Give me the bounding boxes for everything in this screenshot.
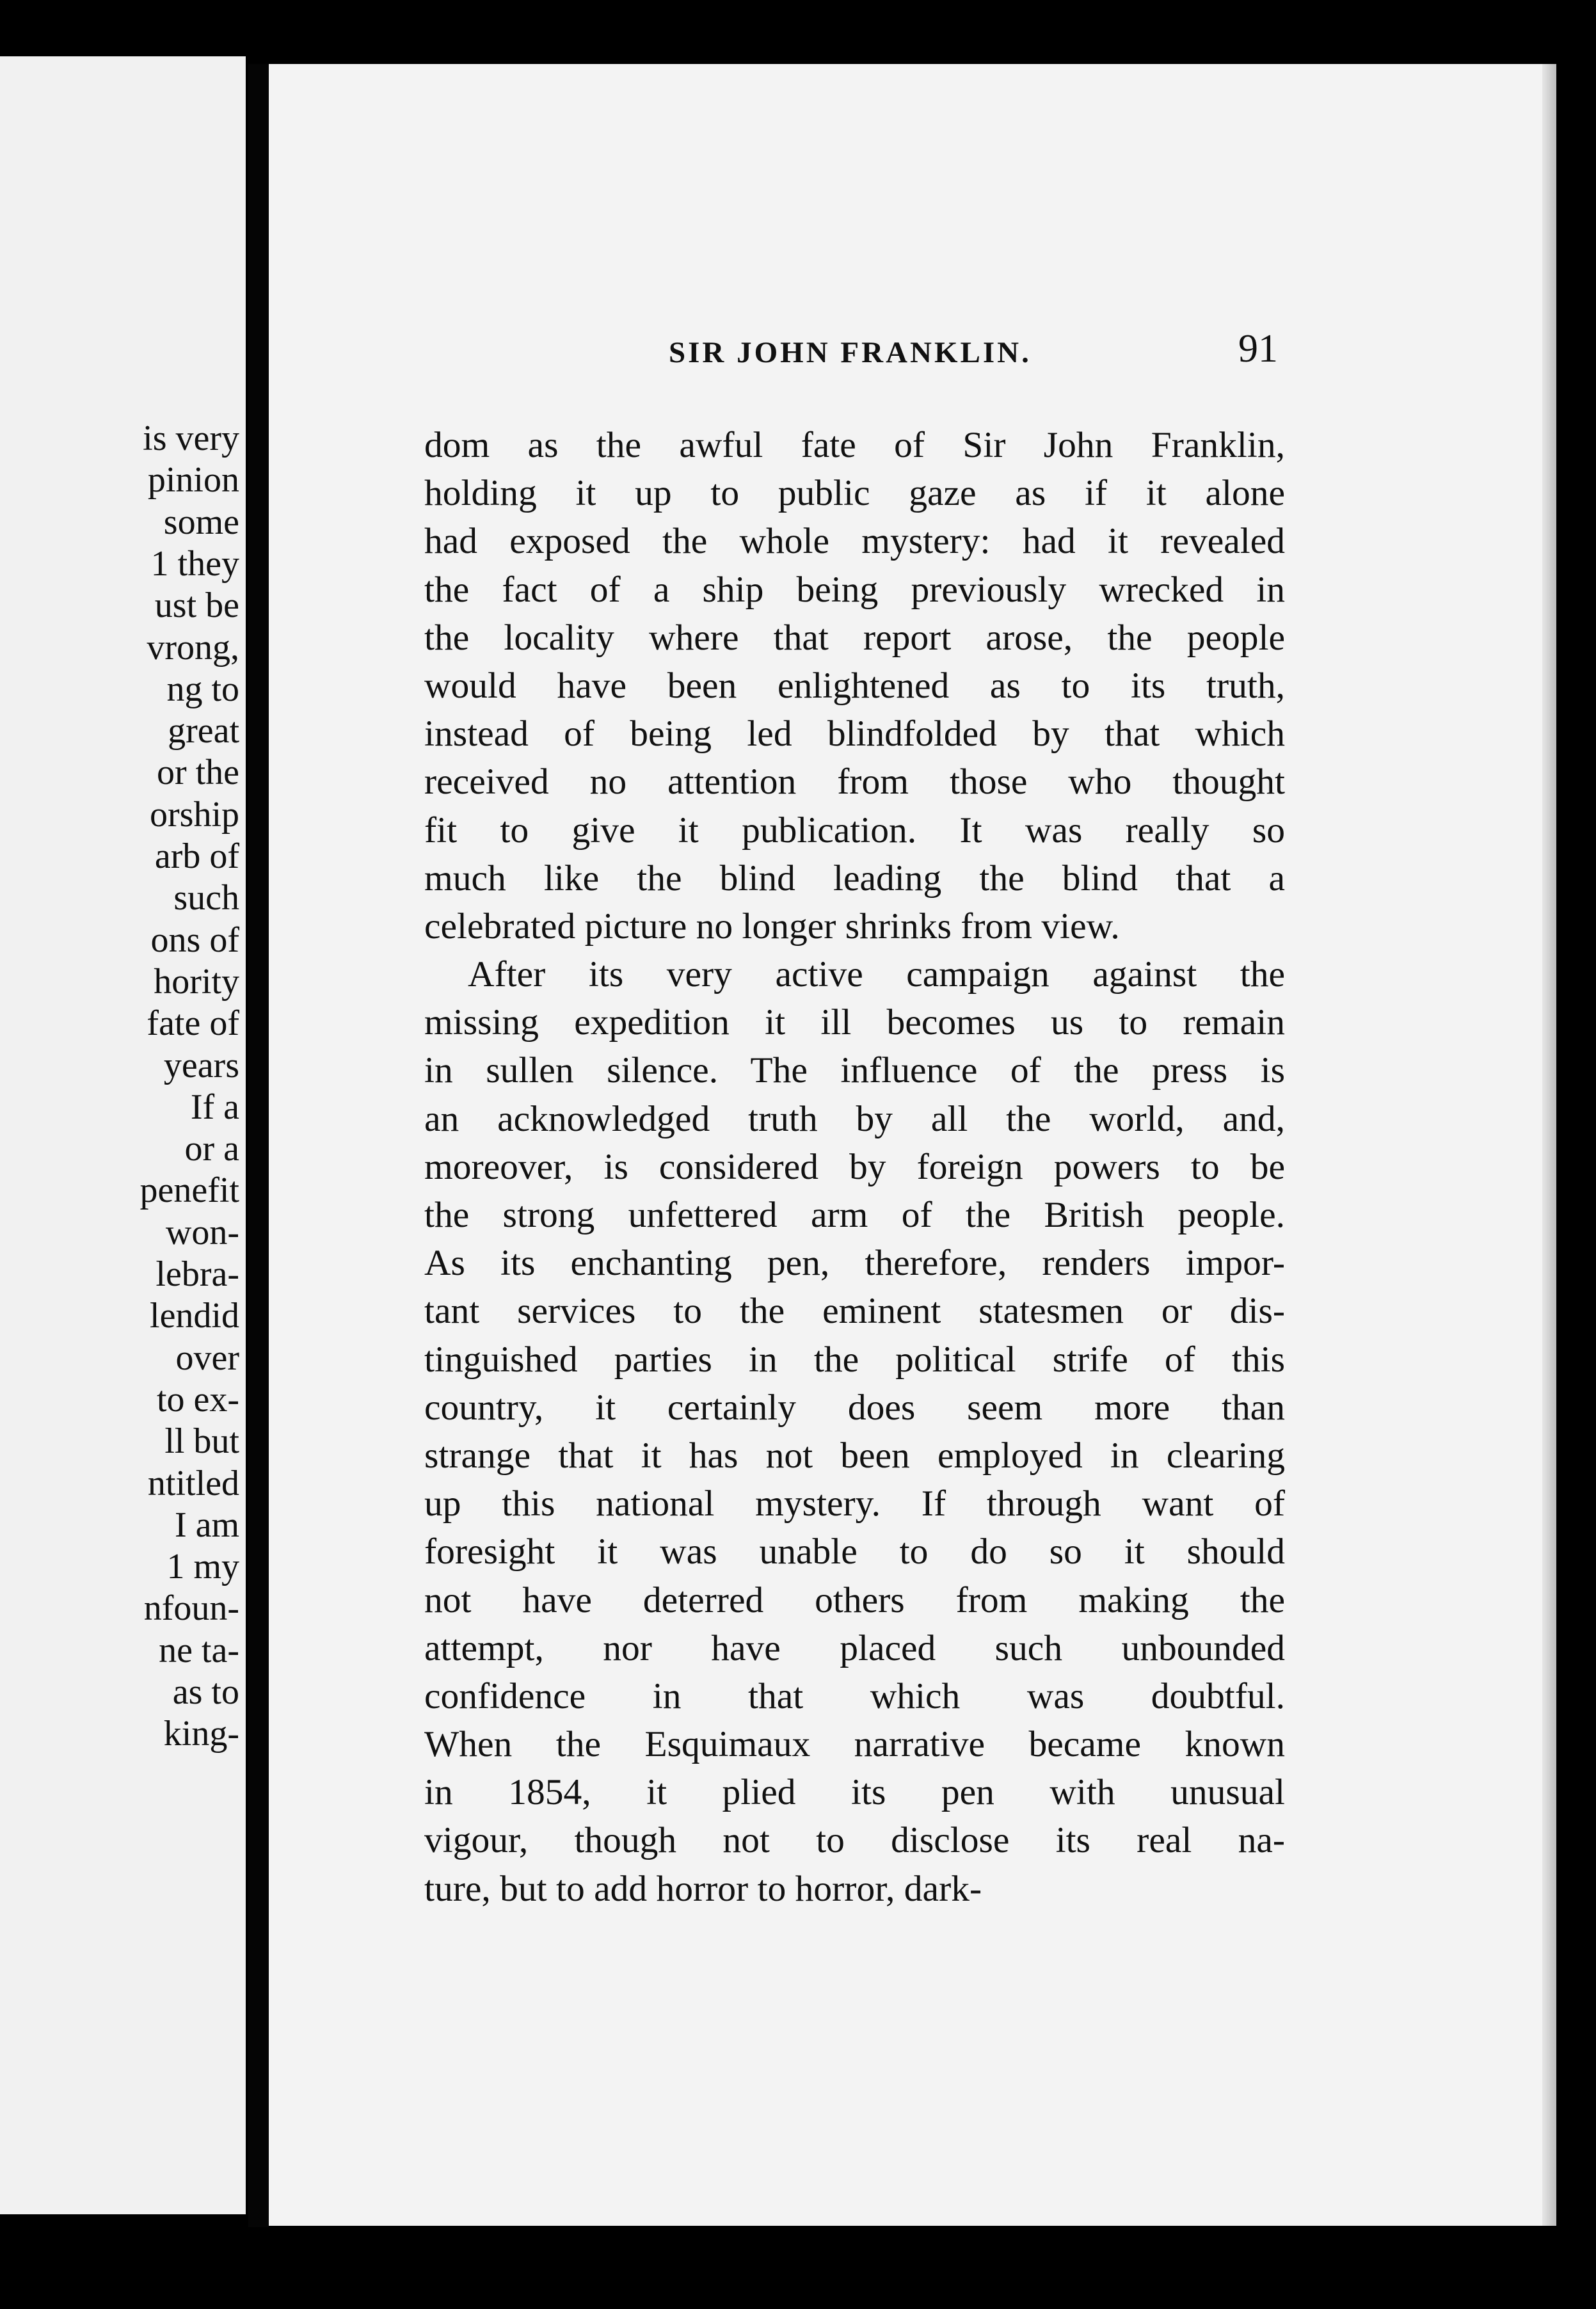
left-page-line: as to [172, 1672, 239, 1712]
left-page-line: king- [163, 1714, 239, 1754]
text-line: not have deterred others from making the [424, 1579, 1285, 1620]
text-line: moreover, is considered by foreign powers to be [424, 1146, 1285, 1187]
left-page-line: to ex- [156, 1379, 239, 1419]
left-page-line: or a [184, 1129, 239, 1169]
text-line: country, it certainly does seem more than [424, 1387, 1285, 1428]
text-line: instead of being led blindfolded by that which [424, 714, 1285, 755]
right-page [269, 64, 1556, 2226]
text-line: received no attention from those who thought [424, 762, 1285, 803]
text-line: tinguished parties in the political strife of this [424, 1339, 1285, 1380]
text-line: fit to give it publication. It was really so [424, 810, 1285, 851]
text-line: holding it up to public gaze as if it alone [424, 473, 1285, 514]
left-page [0, 56, 246, 2214]
body-text [424, 421, 1285, 1913]
text-line: confidence in that which was doubtful. [424, 1675, 1285, 1716]
text-line: would have been enlightened as to its truth, [424, 665, 1285, 706]
left-page-line: won- [165, 1212, 239, 1252]
book-spine-gutter [248, 64, 269, 2227]
text-line: attempt, nor have placed such unbounded [424, 1627, 1285, 1668]
text-line: missing expedition it ill becomes us to remain [424, 1002, 1285, 1043]
page-number: 91 [1238, 327, 1278, 371]
text-line: strange that it has not been employed in clearing [424, 1435, 1285, 1476]
text-line: dom as the awful fate of Sir John Franklin, [424, 425, 1285, 465]
text-line: the strong unfettered arm of the British people. [424, 1195, 1285, 1235]
left-page-line: arb of [154, 836, 239, 876]
left-page-line: ng to [166, 669, 239, 709]
left-page-line: vrong, [147, 627, 239, 667]
running-head: SIR JOHN FRANKLIN. [669, 336, 1032, 369]
text-line: up this national mystery. If through want of [424, 1483, 1285, 1524]
text-line: the locality where that report arose, the people [424, 617, 1285, 658]
left-page-line: years [163, 1045, 239, 1085]
text-line: the fact of a ship being previously wrecked in [424, 569, 1285, 610]
left-page-line: or the [156, 753, 239, 793]
left-page-line: over [175, 1338, 239, 1378]
text-line: much like the blind leading the blind that a [424, 858, 1285, 899]
left-page-line: is very [143, 419, 239, 458]
text-line: had exposed the whole mystery: had it revealed [424, 521, 1285, 562]
left-page-line: ust be [154, 586, 239, 626]
left-page-line: great [168, 711, 239, 751]
left-page-line: ne ta- [159, 1630, 239, 1670]
text-line: vigour, though not to disclose its real na- [424, 1820, 1285, 1861]
text-line: an acknowledged truth by all the world, and, [424, 1098, 1285, 1139]
left-page-line: pinion [147, 460, 239, 500]
left-page-line: I am [174, 1505, 239, 1545]
text-line: celebrated picture no longer shrinks from view. [424, 906, 1120, 947]
text-line: in sullen silence. The influence of the press is [424, 1050, 1285, 1091]
text-line: ture, but to add horror to horror, dark- [424, 1868, 982, 1909]
left-page-line: fate of [147, 1003, 239, 1044]
text-line: When the Esquimaux narrative became known [424, 1724, 1285, 1765]
left-page-line: orship [150, 794, 239, 835]
left-page-line: some [163, 502, 239, 542]
left-page-line: ntitled [147, 1463, 239, 1503]
left-page-line: lendid [150, 1296, 239, 1336]
left-page-line: such [173, 878, 239, 918]
text-line: in 1854, it plied its pen with unusual [424, 1772, 1285, 1813]
left-page-line: nfoun- [143, 1588, 239, 1629]
text-line: foresight it was unable to do so it should [424, 1531, 1285, 1572]
left-page-line: penefit [140, 1170, 239, 1211]
left-page-line: ons of [150, 920, 239, 960]
left-page-line: lebra- [156, 1254, 239, 1294]
left-page-line: 1 they [150, 543, 239, 584]
text-line: After its very active campaign against the [468, 954, 1285, 995]
left-page-line: If a [190, 1087, 239, 1127]
left-page-line: 1 my [166, 1547, 239, 1587]
left-page-line: ll but [164, 1421, 239, 1462]
text-line: tant services to the eminent statesmen or dis- [424, 1291, 1285, 1332]
left-page-line: hority [154, 961, 239, 1002]
text-line: As its enchanting pen, therefore, renders impor- [424, 1243, 1285, 1284]
